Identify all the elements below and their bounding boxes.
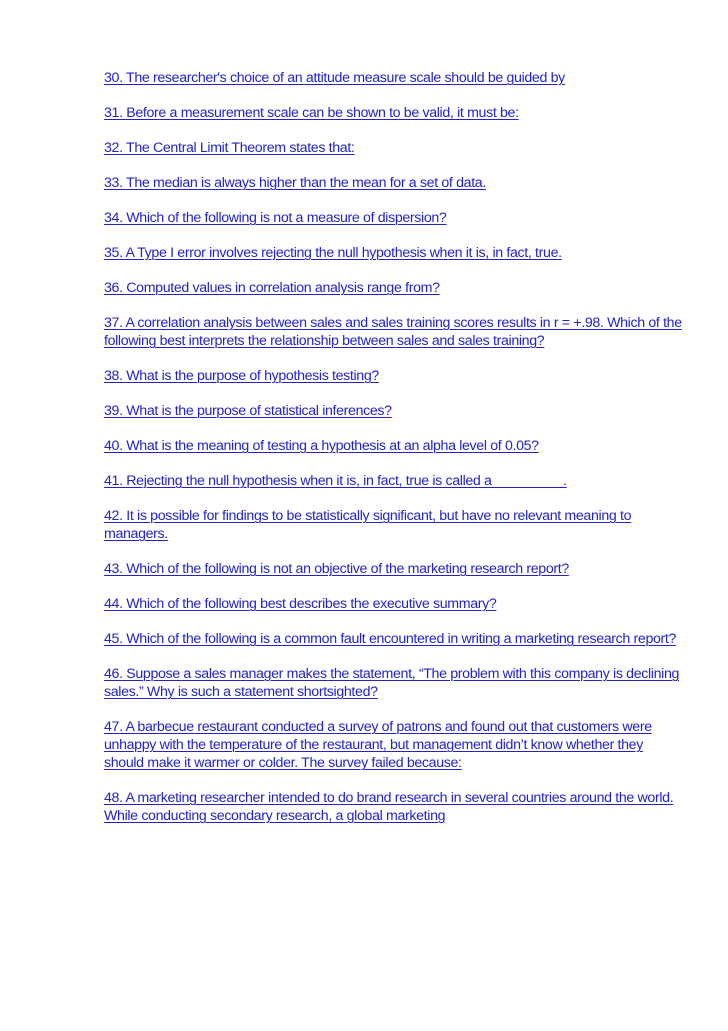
question-item <box>104 279 684 297</box>
question-item <box>104 560 684 578</box>
question-link[interactable]: 32. The Central Limit Theorem states that: <box>104 140 355 156</box>
question-link[interactable]: 46. Suppose a sales manager makes the statement, “The problem with this company is declining sales.” Why is such a statement shortsighted? <box>104 666 680 700</box>
question-link[interactable]: 45. Which of the following is a common fault encountered in writing a marketing research report? <box>104 631 677 647</box>
question-link[interactable]: 35. A Type I error involves rejecting the null hypothesis when it is, in fact, true. <box>104 245 562 261</box>
question-link[interactable]: 40. What is the meaning of testing a hypothesis at an alpha level of 0.05? <box>104 438 539 454</box>
question-link[interactable]: 30. The researcher's choice of an attitude measure scale should be guided by <box>104 70 565 86</box>
question-item <box>104 665 684 701</box>
question-item <box>104 139 684 157</box>
question-item <box>104 367 684 385</box>
question-item <box>104 104 684 122</box>
question-link[interactable]: 31. Before a measurement scale can be shown to be valid, it must be: <box>104 105 519 121</box>
question-item <box>104 209 684 227</box>
question-link[interactable]: 42. It is possible for findings to be statistically significant, but have no relevant meaning to managers. <box>104 508 632 542</box>
question-link[interactable]: 43. Which of the following is not an objective of the marketing research report? <box>104 561 569 577</box>
question-link[interactable]: 44. Which of the following best describes the executive summary? <box>104 596 497 612</box>
question-link[interactable]: 36. Computed values in correlation analysis range from? <box>104 280 440 296</box>
question-link[interactable]: 33. The median is always higher than the mean for a set of data. <box>104 175 486 191</box>
question-item <box>104 630 684 648</box>
question-item <box>104 472 684 490</box>
question-item <box>104 314 684 350</box>
question-link[interactable]: 34. Which of the following is not a measure of dispersion? <box>104 210 447 226</box>
question-item <box>104 789 684 825</box>
question-link[interactable]: 47. A barbecue restaurant conducted a survey of patrons and found out that customers were unhappy with the temperature of the restaurant, but management didn’t know whether they should make it warmer or colder. The survey failed because: <box>104 719 652 771</box>
question-item <box>104 402 684 420</box>
question-link[interactable]: 38. What is the purpose of hypothesis testing? <box>104 368 379 384</box>
question-item <box>104 507 684 543</box>
question-item <box>104 174 684 192</box>
question-item <box>104 437 684 455</box>
question-link[interactable]: 37. A correlation analysis between sales and sales training scores results in r = +.98. Which of the following best interprets the relationship between sales and sales training? <box>104 315 682 349</box>
question-item <box>104 69 684 87</box>
question-link[interactable]: 39. What is the purpose of statistical inferences? <box>104 403 392 419</box>
question-item <box>104 595 684 613</box>
question-list <box>104 69 684 842</box>
question-link[interactable]: 48. A marketing researcher intended to do brand research in several countries around the world. While conducting secondary research, a global marketing <box>104 790 674 824</box>
question-item <box>104 244 684 262</box>
question-link[interactable]: 41. Rejecting the null hypothesis when it is, in fact, true is called a _________. <box>104 473 567 489</box>
question-item <box>104 718 684 772</box>
